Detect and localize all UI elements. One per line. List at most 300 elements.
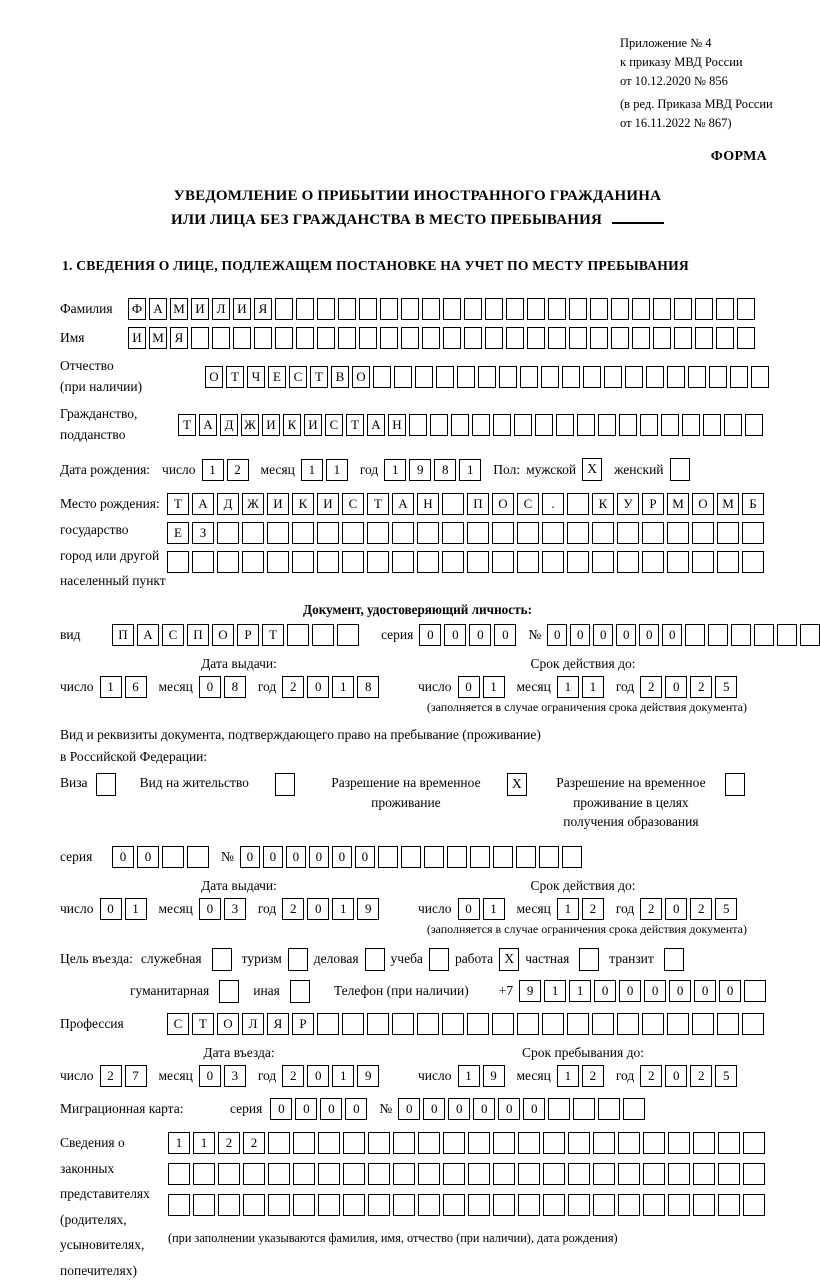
char-box[interactable] bbox=[717, 522, 739, 544]
char-box[interactable]: Т bbox=[192, 1013, 214, 1035]
patronymic-input[interactable] bbox=[205, 366, 769, 388]
char-box[interactable] bbox=[640, 414, 658, 436]
char-box[interactable] bbox=[646, 366, 664, 388]
char-box[interactable] bbox=[254, 327, 272, 349]
char-box[interactable] bbox=[693, 1194, 715, 1216]
char-box[interactable] bbox=[692, 551, 714, 573]
mk-number-input[interactable] bbox=[398, 1098, 645, 1120]
char-box[interactable]: П bbox=[187, 624, 209, 646]
char-box[interactable] bbox=[618, 1194, 640, 1216]
char-box[interactable] bbox=[401, 327, 419, 349]
char-box[interactable] bbox=[590, 327, 608, 349]
stay-month-input[interactable] bbox=[557, 1065, 604, 1087]
purpose-transit-checkbox[interactable] bbox=[664, 948, 684, 971]
char-box[interactable] bbox=[667, 366, 685, 388]
char-box[interactable] bbox=[443, 1163, 465, 1185]
char-box[interactable] bbox=[667, 551, 689, 573]
char-box[interactable] bbox=[617, 551, 639, 573]
char-box[interactable] bbox=[292, 522, 314, 544]
residence-number-input[interactable] bbox=[240, 846, 582, 868]
visa-checkbox[interactable] bbox=[96, 773, 116, 796]
char-box[interactable] bbox=[243, 1163, 265, 1185]
char-box[interactable] bbox=[514, 414, 532, 436]
char-box[interactable]: Ч bbox=[247, 366, 265, 388]
purpose-tourism-checkbox[interactable] bbox=[288, 948, 308, 971]
char-box[interactable] bbox=[708, 624, 728, 646]
char-box[interactable] bbox=[737, 298, 755, 320]
char-box[interactable] bbox=[343, 1163, 365, 1185]
char-box[interactable] bbox=[685, 624, 705, 646]
char-box[interactable]: М bbox=[170, 298, 188, 320]
char-box[interactable] bbox=[193, 1163, 215, 1185]
char-box[interactable]: М bbox=[717, 493, 739, 515]
char-box[interactable] bbox=[367, 522, 389, 544]
char-box[interactable] bbox=[542, 522, 564, 544]
char-box[interactable]: О bbox=[352, 366, 370, 388]
char-box[interactable] bbox=[342, 551, 364, 573]
char-box[interactable] bbox=[611, 298, 629, 320]
temp-residence-education-checkbox[interactable] bbox=[725, 773, 745, 796]
char-box[interactable] bbox=[393, 1132, 415, 1154]
char-box[interactable]: Л bbox=[242, 1013, 264, 1035]
char-box[interactable] bbox=[393, 1194, 415, 1216]
char-box[interactable]: 0 bbox=[498, 1098, 520, 1120]
char-box[interactable] bbox=[619, 414, 637, 436]
char-box[interactable]: 0 bbox=[665, 1065, 687, 1087]
char-box[interactable]: 0 bbox=[547, 624, 567, 646]
char-box[interactable]: 0 bbox=[398, 1098, 420, 1120]
char-box[interactable] bbox=[527, 298, 545, 320]
char-box[interactable] bbox=[457, 366, 475, 388]
char-box[interactable]: 0 bbox=[665, 676, 687, 698]
char-box[interactable]: 2 bbox=[282, 1065, 304, 1087]
legal-rep-row1-input[interactable] bbox=[168, 1132, 765, 1154]
char-box[interactable] bbox=[518, 1163, 540, 1185]
char-box[interactable]: 0 bbox=[112, 846, 134, 868]
char-box[interactable] bbox=[718, 1194, 740, 1216]
char-box[interactable]: 0 bbox=[619, 980, 641, 1002]
char-box[interactable] bbox=[692, 522, 714, 544]
char-box[interactable] bbox=[743, 1163, 765, 1185]
char-box[interactable] bbox=[535, 414, 553, 436]
char-box[interactable] bbox=[709, 366, 727, 388]
char-box[interactable]: 2 bbox=[690, 676, 712, 698]
char-box[interactable]: 0 bbox=[458, 676, 480, 698]
char-box[interactable] bbox=[617, 522, 639, 544]
char-box[interactable] bbox=[365, 948, 385, 971]
char-box[interactable] bbox=[168, 1194, 190, 1216]
char-box[interactable]: 0 bbox=[719, 980, 741, 1002]
char-box[interactable] bbox=[542, 551, 564, 573]
char-box[interactable] bbox=[744, 980, 766, 1002]
char-box[interactable]: Ж bbox=[241, 414, 259, 436]
char-box[interactable]: Т bbox=[167, 493, 189, 515]
char-box[interactable]: 1 bbox=[332, 676, 354, 698]
char-box[interactable]: 5 bbox=[715, 898, 737, 920]
char-box[interactable] bbox=[668, 1194, 690, 1216]
char-box[interactable] bbox=[573, 1098, 595, 1120]
char-box[interactable]: 0 bbox=[240, 846, 260, 868]
char-box[interactable]: 7 bbox=[125, 1065, 147, 1087]
char-box[interactable]: С bbox=[325, 414, 343, 436]
doc-expiry-year-input[interactable] bbox=[640, 676, 737, 698]
char-box[interactable]: Т bbox=[346, 414, 364, 436]
char-box[interactable]: 9 bbox=[409, 459, 431, 481]
char-box[interactable] bbox=[592, 522, 614, 544]
char-box[interactable]: 0 bbox=[419, 624, 441, 646]
char-box[interactable] bbox=[731, 624, 751, 646]
char-box[interactable] bbox=[312, 624, 334, 646]
char-box[interactable] bbox=[293, 1132, 315, 1154]
char-box[interactable]: И bbox=[267, 493, 289, 515]
char-box[interactable] bbox=[337, 624, 359, 646]
char-box[interactable]: М bbox=[667, 493, 689, 515]
char-box[interactable] bbox=[499, 366, 517, 388]
doc-expiry-month-input[interactable] bbox=[557, 676, 604, 698]
char-box[interactable]: П bbox=[467, 493, 489, 515]
char-box[interactable]: 0 bbox=[444, 624, 466, 646]
char-box[interactable] bbox=[577, 414, 595, 436]
char-box[interactable] bbox=[392, 522, 414, 544]
purpose-study-checkbox[interactable] bbox=[429, 948, 449, 971]
char-box[interactable] bbox=[611, 327, 629, 349]
char-box[interactable] bbox=[568, 1194, 590, 1216]
char-box[interactable] bbox=[579, 948, 599, 971]
char-box[interactable] bbox=[520, 366, 538, 388]
char-box[interactable] bbox=[429, 948, 449, 971]
char-box[interactable]: 1 bbox=[332, 898, 354, 920]
char-box[interactable]: 1 bbox=[301, 459, 323, 481]
char-box[interactable] bbox=[543, 1194, 565, 1216]
char-box[interactable] bbox=[367, 551, 389, 573]
char-box[interactable] bbox=[318, 1194, 340, 1216]
char-box[interactable] bbox=[492, 522, 514, 544]
char-box[interactable] bbox=[415, 366, 433, 388]
char-box[interactable] bbox=[516, 846, 536, 868]
char-box[interactable]: С bbox=[289, 366, 307, 388]
char-box[interactable] bbox=[568, 1163, 590, 1185]
char-box[interactable]: 0 bbox=[345, 1098, 367, 1120]
char-box[interactable] bbox=[556, 414, 574, 436]
char-box[interactable]: 1 bbox=[332, 1065, 354, 1087]
char-box[interactable] bbox=[275, 773, 295, 796]
char-box[interactable] bbox=[288, 948, 308, 971]
char-box[interactable] bbox=[292, 551, 314, 573]
char-box[interactable]: К bbox=[592, 493, 614, 515]
char-box[interactable] bbox=[695, 298, 713, 320]
char-box[interactable]: 0 bbox=[332, 846, 352, 868]
char-box[interactable]: 1 bbox=[557, 898, 579, 920]
char-box[interactable]: 1 bbox=[557, 1065, 579, 1087]
char-box[interactable] bbox=[422, 298, 440, 320]
char-box[interactable] bbox=[717, 1013, 739, 1035]
char-box[interactable] bbox=[218, 1194, 240, 1216]
char-box[interactable] bbox=[342, 1013, 364, 1035]
char-box[interactable] bbox=[562, 846, 582, 868]
char-box[interactable] bbox=[543, 1163, 565, 1185]
char-box[interactable]: Е bbox=[167, 522, 189, 544]
char-box[interactable]: X bbox=[507, 773, 527, 796]
char-box[interactable]: 1 bbox=[459, 459, 481, 481]
phone-input[interactable] bbox=[519, 980, 766, 1002]
gender-female-checkbox[interactable] bbox=[670, 458, 690, 481]
given-name-input[interactable] bbox=[128, 327, 755, 349]
stay-year-input[interactable] bbox=[640, 1065, 737, 1087]
char-box[interactable] bbox=[167, 551, 189, 573]
char-box[interactable]: Ж bbox=[242, 493, 264, 515]
char-box[interactable] bbox=[401, 846, 421, 868]
char-box[interactable] bbox=[517, 522, 539, 544]
char-box[interactable] bbox=[674, 327, 692, 349]
residence-expiry-year-input[interactable] bbox=[640, 898, 737, 920]
char-box[interactable]: 0 bbox=[523, 1098, 545, 1120]
char-box[interactable]: Т bbox=[226, 366, 244, 388]
char-box[interactable]: 1 bbox=[384, 459, 406, 481]
char-box[interactable]: В bbox=[331, 366, 349, 388]
char-box[interactable] bbox=[548, 327, 566, 349]
char-box[interactable] bbox=[604, 366, 622, 388]
char-box[interactable] bbox=[543, 1132, 565, 1154]
char-box[interactable]: 0 bbox=[469, 624, 491, 646]
char-box[interactable]: 1 bbox=[202, 459, 224, 481]
char-box[interactable] bbox=[695, 327, 713, 349]
char-box[interactable] bbox=[342, 522, 364, 544]
char-box[interactable]: 0 bbox=[270, 1098, 292, 1120]
char-box[interactable] bbox=[359, 298, 377, 320]
char-box[interactable] bbox=[493, 1194, 515, 1216]
char-box[interactable] bbox=[317, 327, 335, 349]
char-box[interactable]: 3 bbox=[224, 1065, 246, 1087]
temp-residence-checkbox[interactable] bbox=[507, 773, 527, 796]
char-box[interactable]: 9 bbox=[519, 980, 541, 1002]
char-box[interactable]: 1 bbox=[168, 1132, 190, 1154]
char-box[interactable]: О bbox=[205, 366, 223, 388]
char-box[interactable] bbox=[593, 1194, 615, 1216]
char-box[interactable] bbox=[212, 327, 230, 349]
char-box[interactable]: . bbox=[542, 493, 564, 515]
char-box[interactable] bbox=[343, 1132, 365, 1154]
char-box[interactable] bbox=[217, 522, 239, 544]
char-box[interactable]: А bbox=[367, 414, 385, 436]
char-box[interactable]: Е bbox=[268, 366, 286, 388]
char-box[interactable] bbox=[548, 298, 566, 320]
char-box[interactable]: Ф bbox=[128, 298, 146, 320]
char-box[interactable]: 2 bbox=[690, 898, 712, 920]
char-box[interactable]: Д bbox=[217, 493, 239, 515]
char-box[interactable] bbox=[661, 414, 679, 436]
birth-year-input[interactable] bbox=[384, 459, 481, 481]
char-box[interactable] bbox=[724, 414, 742, 436]
char-box[interactable] bbox=[268, 1163, 290, 1185]
char-box[interactable]: И bbox=[128, 327, 146, 349]
char-box[interactable] bbox=[592, 1013, 614, 1035]
char-box[interactable] bbox=[218, 1163, 240, 1185]
doc-issue-year-input[interactable] bbox=[282, 676, 379, 698]
char-box[interactable]: О bbox=[492, 493, 514, 515]
char-box[interactable]: 9 bbox=[357, 898, 379, 920]
char-box[interactable] bbox=[409, 414, 427, 436]
char-box[interactable]: 0 bbox=[669, 980, 691, 1002]
char-box[interactable]: К bbox=[292, 493, 314, 515]
char-box[interactable] bbox=[568, 1132, 590, 1154]
birth-month-input[interactable] bbox=[301, 459, 348, 481]
char-box[interactable] bbox=[493, 1163, 515, 1185]
char-box[interactable] bbox=[393, 1163, 415, 1185]
char-box[interactable] bbox=[96, 773, 116, 796]
char-box[interactable] bbox=[562, 366, 580, 388]
char-box[interactable]: 0 bbox=[286, 846, 306, 868]
char-box[interactable] bbox=[392, 1013, 414, 1035]
birth-day-input[interactable] bbox=[202, 459, 249, 481]
char-box[interactable]: 1 bbox=[483, 676, 505, 698]
char-box[interactable]: С bbox=[167, 1013, 189, 1035]
char-box[interactable]: 0 bbox=[307, 676, 329, 698]
char-box[interactable]: 0 bbox=[458, 898, 480, 920]
char-box[interactable] bbox=[664, 948, 684, 971]
char-box[interactable]: 0 bbox=[694, 980, 716, 1002]
char-box[interactable]: 1 bbox=[458, 1065, 480, 1087]
char-box[interactable]: З bbox=[192, 522, 214, 544]
char-box[interactable] bbox=[653, 327, 671, 349]
legal-rep-row3-input[interactable] bbox=[168, 1194, 765, 1216]
char-box[interactable] bbox=[293, 1194, 315, 1216]
char-box[interactable] bbox=[470, 846, 490, 868]
char-box[interactable] bbox=[219, 980, 239, 1003]
char-box[interactable] bbox=[443, 327, 461, 349]
char-box[interactable] bbox=[567, 493, 589, 515]
char-box[interactable]: 1 bbox=[569, 980, 591, 1002]
char-box[interactable]: 1 bbox=[193, 1132, 215, 1154]
char-box[interactable]: Т bbox=[178, 414, 196, 436]
char-box[interactable] bbox=[518, 1194, 540, 1216]
char-box[interactable]: 1 bbox=[582, 676, 604, 698]
char-box[interactable] bbox=[468, 1163, 490, 1185]
char-box[interactable]: 0 bbox=[616, 624, 636, 646]
char-box[interactable]: Р bbox=[237, 624, 259, 646]
char-box[interactable] bbox=[287, 624, 309, 646]
char-box[interactable] bbox=[754, 624, 774, 646]
char-box[interactable]: 2 bbox=[582, 1065, 604, 1087]
char-box[interactable]: 0 bbox=[309, 846, 329, 868]
char-box[interactable] bbox=[368, 1132, 390, 1154]
doc-issue-month-input[interactable] bbox=[199, 676, 246, 698]
char-box[interactable] bbox=[670, 458, 690, 481]
char-box[interactable]: А bbox=[192, 493, 214, 515]
char-box[interactable] bbox=[394, 366, 412, 388]
char-box[interactable] bbox=[367, 1013, 389, 1035]
char-box[interactable] bbox=[567, 551, 589, 573]
char-box[interactable]: 2 bbox=[582, 898, 604, 920]
char-box[interactable] bbox=[692, 1013, 714, 1035]
char-box[interactable] bbox=[243, 1194, 265, 1216]
char-box[interactable] bbox=[275, 298, 293, 320]
char-box[interactable] bbox=[693, 1132, 715, 1154]
char-box[interactable] bbox=[451, 414, 469, 436]
char-box[interactable] bbox=[725, 773, 745, 796]
char-box[interactable] bbox=[800, 624, 820, 646]
char-box[interactable] bbox=[716, 298, 734, 320]
char-box[interactable]: 0 bbox=[100, 898, 122, 920]
char-box[interactable]: Т bbox=[310, 366, 328, 388]
char-box[interactable]: 0 bbox=[295, 1098, 317, 1120]
char-box[interactable]: 0 bbox=[320, 1098, 342, 1120]
char-box[interactable] bbox=[506, 298, 524, 320]
mk-series-input[interactable] bbox=[270, 1098, 367, 1120]
char-box[interactable] bbox=[743, 1194, 765, 1216]
char-box[interactable] bbox=[517, 1013, 539, 1035]
char-box[interactable] bbox=[643, 1132, 665, 1154]
char-box[interactable]: 2 bbox=[282, 898, 304, 920]
char-box[interactable] bbox=[625, 366, 643, 388]
char-box[interactable] bbox=[485, 327, 503, 349]
char-box[interactable] bbox=[467, 551, 489, 573]
char-box[interactable] bbox=[318, 1132, 340, 1154]
doc-expiry-day-input[interactable] bbox=[458, 676, 505, 698]
char-box[interactable]: М bbox=[149, 327, 167, 349]
char-box[interactable] bbox=[590, 298, 608, 320]
char-box[interactable]: Н bbox=[417, 493, 439, 515]
char-box[interactable] bbox=[417, 1013, 439, 1035]
char-box[interactable]: 5 bbox=[715, 1065, 737, 1087]
char-box[interactable]: 0 bbox=[639, 624, 659, 646]
char-box[interactable] bbox=[418, 1194, 440, 1216]
char-box[interactable]: 0 bbox=[263, 846, 283, 868]
char-box[interactable] bbox=[368, 1163, 390, 1185]
char-box[interactable] bbox=[593, 1163, 615, 1185]
char-box[interactable]: 6 bbox=[125, 676, 147, 698]
char-box[interactable] bbox=[593, 1132, 615, 1154]
char-box[interactable] bbox=[742, 551, 764, 573]
char-box[interactable] bbox=[718, 1163, 740, 1185]
purpose-work-checkbox[interactable] bbox=[499, 948, 519, 971]
char-box[interactable]: 1 bbox=[125, 898, 147, 920]
char-box[interactable] bbox=[464, 298, 482, 320]
char-box[interactable] bbox=[193, 1194, 215, 1216]
char-box[interactable] bbox=[745, 414, 763, 436]
char-box[interactable] bbox=[442, 1013, 464, 1035]
char-box[interactable]: О bbox=[217, 1013, 239, 1035]
char-box[interactable] bbox=[443, 1132, 465, 1154]
char-box[interactable]: 2 bbox=[282, 676, 304, 698]
char-box[interactable]: 8 bbox=[434, 459, 456, 481]
char-box[interactable]: X bbox=[582, 458, 602, 481]
char-box[interactable]: А bbox=[199, 414, 217, 436]
char-box[interactable]: 0 bbox=[494, 624, 516, 646]
char-box[interactable]: И bbox=[304, 414, 322, 436]
char-box[interactable]: 0 bbox=[448, 1098, 470, 1120]
char-box[interactable]: 0 bbox=[644, 980, 666, 1002]
char-box[interactable]: С bbox=[162, 624, 184, 646]
char-box[interactable]: 1 bbox=[483, 898, 505, 920]
char-box[interactable] bbox=[493, 1132, 515, 1154]
entry-month-input[interactable] bbox=[199, 1065, 246, 1087]
char-box[interactable] bbox=[293, 1163, 315, 1185]
char-box[interactable] bbox=[539, 846, 559, 868]
char-box[interactable] bbox=[632, 298, 650, 320]
char-box[interactable] bbox=[290, 980, 310, 1003]
char-box[interactable]: 0 bbox=[199, 676, 221, 698]
residence-expiry-month-input[interactable] bbox=[557, 898, 604, 920]
residence-issue-day-input[interactable] bbox=[100, 898, 147, 920]
doc-issue-day-input[interactable] bbox=[100, 676, 147, 698]
char-box[interactable] bbox=[442, 493, 464, 515]
entry-year-input[interactable] bbox=[282, 1065, 379, 1087]
char-box[interactable] bbox=[668, 1163, 690, 1185]
char-box[interactable] bbox=[443, 1194, 465, 1216]
char-box[interactable]: 0 bbox=[355, 846, 375, 868]
char-box[interactable]: 0 bbox=[307, 1065, 329, 1087]
char-box[interactable]: 0 bbox=[137, 846, 159, 868]
